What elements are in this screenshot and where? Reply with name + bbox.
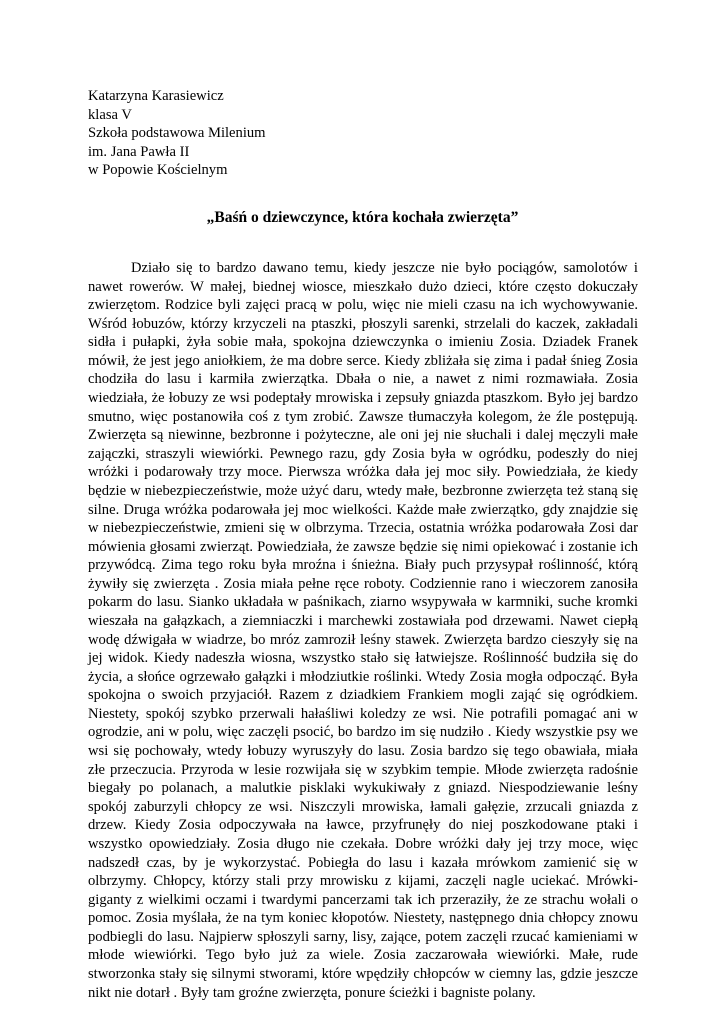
story-line: mówienia głosami zwierząt. Powiedziała, że zawsze będzie się nimi opiekować i zostanie ich — [88, 538, 638, 555]
story-line: nadszedł czas, by je wykorzystać. Pobiegła do lasu i kazała mrówkom zamienić się w — [88, 854, 638, 871]
story-line: jej widok. Kiedy nadeszła wiosna, wszystko stało się łatwiejsze. Roślinność budziła się do — [88, 650, 638, 667]
story-line: wsi się pochowały, wtedy łobuzy wyruszyły do lasu. Zosia bardzo się tego obawiała, miała — [88, 743, 638, 760]
story-line: wszystko opowiedziały. Zosia długo nie czekała. Dobre wróżki dały jej trzy moce, więc — [88, 835, 638, 852]
story-line: giganty z wielkimi oczami i twardymi pancerzami tak ich przeraziły, że ze strachu wołali o — [88, 891, 638, 908]
story-body — [88, 259, 638, 1002]
author-class: klasa V — [88, 106, 132, 123]
story-line: Wśród łobuzów, którzy krzyczeli na ptaszki, płoszyli sarenki, strzelali do kaczek, zakładali — [88, 315, 638, 332]
story-line: ogrodzie, ani w polu, więc zaczęli psocić, bo bardzo im się nudziło . Kiedy wszystkie psy we — [88, 724, 638, 741]
story-line: wiedziała, że łobuzy ze wsi podeptały mrowiska i zepsuły gniazda ptaszkom. Było jej bardzo — [88, 390, 638, 407]
story-line: życia, a słońce ogrzewało gałązki i młodziutkie roślinki. Wtedy Zosia mogła odpocząć. Była — [88, 668, 638, 685]
author-school-patron: im. Jana Pawła II — [88, 143, 190, 160]
story-line: pomoc. Zosia myślała, że na tym koniec kłopotów. Niestety, następnego dnia chłopcy znowu — [88, 910, 638, 927]
story-line: drzew. Kiedy Zosia odpoczywała na ławce, przyfrunęły do niej poszkodowane ptaki i — [88, 817, 638, 834]
author-school-location: w Popowie Kościelnym — [88, 162, 228, 179]
story-line: olbrzymy. Chłopcy, którzy stali przy mrowisku z kijami, zaczęli nagle uciekać. Mrówki- — [88, 873, 638, 890]
story-line: zwierzętom. Rodzice byli zajęci pracą w polu, więc nie mieli czasu na ich wychowywanie. — [88, 297, 638, 314]
author-name: Katarzyna Karasiewicz — [88, 88, 224, 104]
story-title: „Baśń o dziewczynce, która kochała zwierzęta” — [206, 209, 519, 226]
story-line: sidła i pułapki, żyła sobie mała, spokojna dziewczynka o imieniu Zosia. Dziadek Franek — [88, 334, 638, 351]
story-line: wróżki i podarowały trzy moce. Pierwsza wróżka dała jej moc siły. Powiedziała, że kiedy — [88, 464, 638, 481]
story-line: w niebezpieczeństwie, zmieni się w olbrzyma. Trzecia, ostatnia wróżka podarowała Zosi dar — [88, 520, 638, 537]
story-line: podbiegli do lasu. Najpierw spłoszyli sarny, lisy, zające, potem zaczęli rzucać kamieniami w — [88, 928, 638, 945]
story-line: młode wiewiórki. Tego było już za wiele. Zosia zaczarowała wiewiórki. Małe, rude — [88, 947, 638, 964]
story-line: pokarm do lasu. Sianko układała w paśnikach, ziarno wsypywała w karmniki, suche kromki — [88, 594, 638, 611]
story-line: wodę dźwigała w wiadrze, bo mróz zamroził leśny stawek. Zwierzęta bardzo cieszyły się na — [88, 631, 638, 648]
story-line: nikt nie dotarł . Były tam groźne zwierzęta, ponure ścieżki i bagniste polany. — [88, 984, 536, 1001]
story-line: złe przeczucia. Przyroda w lesie rozwijała się w szybkim tempie. Młode zwierzęta radośnie — [88, 761, 638, 778]
story-line: wieszała na gałązkach, a ziemniaczki i marchewki zostawiała pod drzewami. Nawet ciepłą — [88, 612, 638, 629]
story-line: chodziła do lasu i karmiła zwierzątka. Dbała o nie, a nawet z nimi rozmawiała. Zosia — [88, 371, 638, 388]
story-line: spokój zaburzyli chłopcy ze wsi. Niszczyli mrowiska, łamali gałęzie, zrzucali gniazda z — [88, 798, 638, 815]
author-info — [88, 87, 266, 180]
story-line: stworzonka stały się silnymi stworami, które wpędziły chłopców w ciemny las, gdzie jeszcze — [88, 965, 638, 982]
story-line: Niestety, spokój szybko przerwali hałaśliwi koledzy ze wsi. Nie potrafili pomagać ani w — [88, 705, 638, 722]
story-line: żywiły się zwierzęta . Zosia miała pełne ręce roboty. Codziennie rano i wieczorem zanosiła — [88, 575, 638, 592]
author-school: Szkoła podstawowa Milenium — [88, 125, 266, 142]
story-line: nawet rowerów. W małej, biednej wiosce, mieszkało dużo dzieci, które często dokuczały — [88, 278, 638, 295]
story-line: smutno, więc postanowiła coś z tym zrobić. Zawsze tłumaczyła kolegom, że źle postępują. — [88, 408, 638, 425]
story-line: Zwierzęta są niewinne, bezbronne i pożyteczne, ale oni jej nie słuchali i dalej męczyli małe — [88, 427, 638, 444]
story-line: Działo się to bardzo dawano temu, kiedy jeszcze nie było pociągów, samolotów i — [131, 260, 638, 276]
story-line: silne. Druga wróżka podarowała jej moc wielkości. Każde małe zwierzątko, gdy znajdzie się — [88, 501, 638, 518]
story-line: przywódcą. Zima tego roku była mroźna i śnieżna. Biały puch przysypał roślinność, którą — [88, 557, 638, 574]
story-line: będzie w niebezpieczeństwie, może użyć daru, wtedy małe, bezbronne zwierzęta też staną się — [88, 482, 638, 499]
story-line: zajączki, straszyli wiewiórki. Pewnego razu, gdy Zosia była w ogródku, podeszły do niej — [88, 445, 638, 462]
story-line: mówił, że jest jego aniołkiem, że ma dobre serce. Kiedy zbliżała się zima i padał śnieg Zosia — [88, 352, 638, 369]
story-line: spokojna o swoich przyjaciół. Razem z dziadkiem Frankiem mogli zająć się ogródkiem. — [88, 687, 638, 704]
story-line: biegały po polanach, a malutkie pisklaki wykukiwały z gniazd. Niespodziewanie leśny — [88, 780, 638, 797]
